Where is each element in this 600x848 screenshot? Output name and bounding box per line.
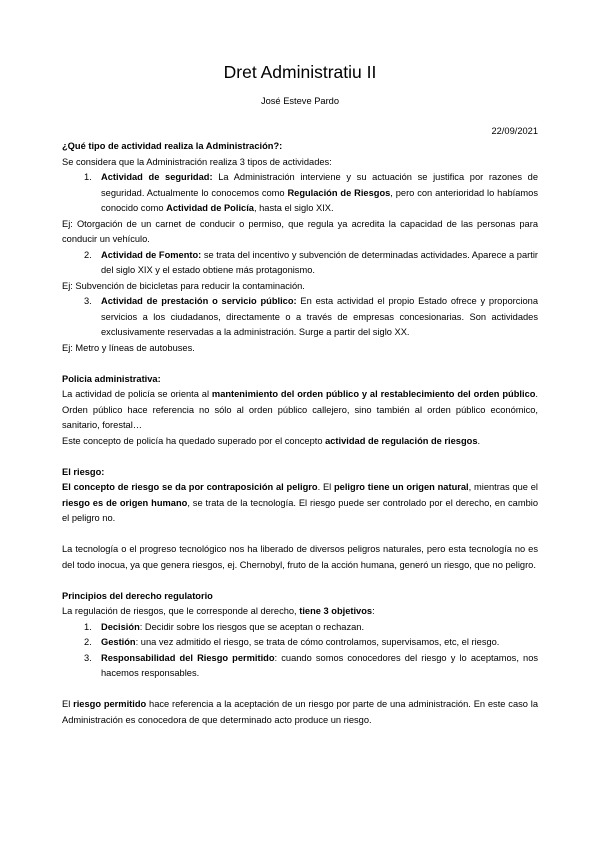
paragraph: La tecnología o el progreso tecnológico nos ha liberado de diversos peligros naturales, pero esta tecnología no es del todo inocua, ya que genera riesgos, ej. Chernobyl, fruto de la acción humana, generó un riesgo, que no peligro. — [62, 544, 538, 570]
example-line: Ej: Otorgación de un carnet de conducir o permiso, que regula ya acredita la capacidad de las personas para conducir un vehículo. — [62, 218, 538, 244]
paragraph: Este concepto de policía ha quedado superado por el concepto actividad de regulación de riesgos. — [62, 435, 481, 446]
document-date: 22/09/2021 — [491, 125, 538, 136]
document-page — [62, 60, 538, 728]
paragraph: El concepto de riesgo se da por contraposición al peligro. El peligro tiene un origen natural, mientras que el riesgo es de origen humano, se trata de la tecnología. El riesgo puede ser controlado por el derecho, en cambio el peligro no. — [62, 482, 539, 523]
list-item-decision: 1. Decisión: Decidir sobre los riesgos que se aceptan o rechazan. — [62, 620, 538, 636]
section-heading-principios: Principios del derecho regulatorio — [62, 590, 213, 601]
list-item-servicio-publico: 3. Actividad de prestación o servicio público: En esta actividad el propio Estado ofrece y proporciona servicios a los ciudadanos, directamente o a través de empresas concesionarias. Son actividades exclusivamente reservadas a la administración. Surge a partir del siglo XX. — [84, 296, 538, 337]
list-item-seguridad: 1. Actividad de seguridad: La Administración interviene y su actuación se justifica por razones de seguridad. Actualmente lo conocemos como Regulación de Riesgos, pero con anterioridad lo habíamos conocido como Actividad de Policía, hasta el siglo XIX. — [84, 172, 538, 213]
example-line: Ej: Subvención de bicicletas para reducir la contaminación. — [62, 280, 305, 291]
list-number: 1. — [84, 621, 92, 632]
list-item-responsabilidad: 3. Responsabilidad del Riesgo permitido: cuando somos conocedores del riesgo y lo aceptamos, nos hacemos responsables. — [84, 652, 539, 678]
list-number: 2. — [84, 637, 92, 647]
list-number: 3. — [84, 296, 92, 306]
list-item-gestion: 2. Gestión: una vez admitido el riesgo, se trata de cómo controlamos, supervisamos, etc, el riesgo. — [62, 635, 538, 651]
paragraph: La actividad de policía se orienta al mantenimiento del orden público y al restablecimiento del orden público. Orden público hace referencia no sólo al orden público callejero, sino también al orden público económico, sanitario, forestal… — [62, 389, 539, 430]
list-item-fomento: 2. Actividad de Fomento: se trata del incentivo y subvención de determinadas actividades. Aparece a partir del siglo XIX y el estado obtiene más protagonismo. — [84, 249, 538, 275]
section-heading-riesgo: El riesgo: — [62, 466, 105, 477]
section-intro: La regulación de riesgos, que le corresponde al derecho, tiene 3 objetivos: — [62, 606, 375, 616]
document-title: Dret Administratiu II — [223, 62, 377, 82]
paragraph: El riesgo permitido hace referencia a la aceptación de un riesgo por parte de una administración. En este caso la Administración es conocedora de que determinado acto produce un riesgo. — [62, 699, 538, 725]
author-name: José Esteve Pardo — [260, 96, 340, 106]
section-intro: Se considera que la Administración realiza 3 tipos de actividades: — [62, 156, 332, 167]
list-number: 3. — [84, 652, 92, 663]
section-heading-policia: Policia administrativa: — [62, 373, 161, 384]
example-line: Ej: Metro y líneas de autobuses. — [62, 342, 195, 353]
section-heading-activity-types: ¿Qué tipo de actividad realiza la Administración?: — [62, 141, 283, 151]
list-number: 1. — [84, 172, 92, 182]
list-number: 2. — [84, 249, 92, 260]
